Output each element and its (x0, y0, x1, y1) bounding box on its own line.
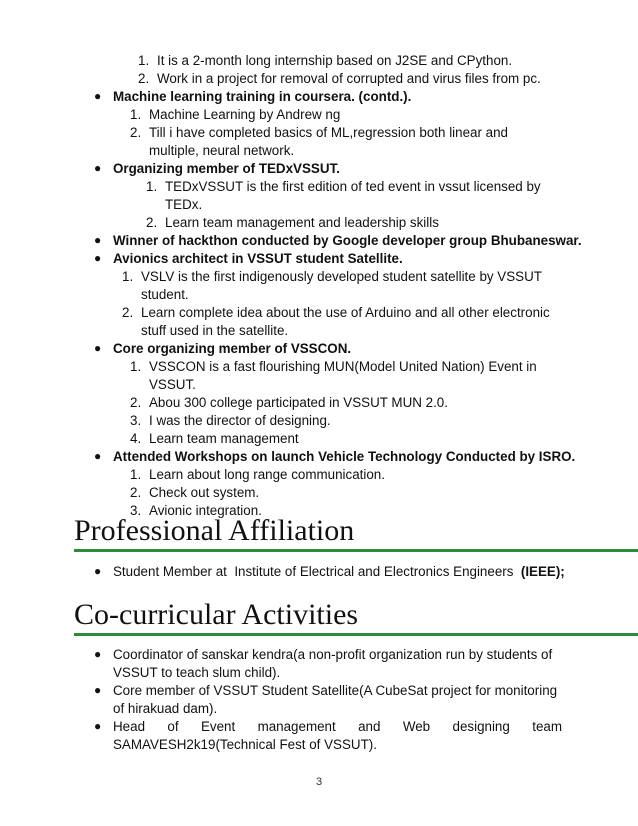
bullet-icon: ● (94, 647, 102, 661)
list-item-text: VSLV is the first indigenously developed student satellite by VSSUT (141, 269, 542, 284)
list-number: 1. (146, 179, 158, 194)
bullet-icon: ● (94, 233, 102, 247)
list-item-text: Learn about long range communication. (149, 467, 385, 482)
cocurricular-item-3-line-1 (113, 718, 562, 735)
list-item-text: I was the director of designing. (149, 413, 331, 428)
bullet-icon: ● (94, 449, 102, 463)
list-number: 4. (130, 431, 142, 446)
list-item-continuation: multiple, neural network. (149, 143, 295, 158)
justified-word: team (532, 719, 562, 734)
list-number: 3. (130, 503, 142, 518)
list-number: 2. (122, 305, 134, 320)
list-item-text: Avionic integration. (149, 503, 262, 518)
justified-word: designing (452, 719, 510, 734)
list-item-text: Check out system. (149, 485, 260, 500)
justified-word: and (358, 719, 381, 734)
list-number: 1. (138, 53, 150, 68)
page-number: 3 (315, 776, 323, 788)
list-number: 2. (130, 395, 142, 410)
list-item-continuation: student. (141, 287, 189, 302)
cocurricular-item-1-line-2: VSSUT to teach slum child). (113, 665, 281, 680)
bullet-icon: ● (94, 683, 102, 697)
affiliation-text: Student Member at Institute of Electrical and Electronics Engineers (113, 564, 521, 579)
list-item-continuation: TEDx. (165, 197, 203, 212)
activity-heading: Avionics architect in VSSUT student Satellite. (113, 251, 403, 266)
list-item-text: Till i have completed basics of ML,regression both linear and (149, 125, 509, 140)
list-item-text: Learn team management and leadership skills (165, 215, 439, 230)
section-heading-professional-affiliation: Professional Affiliation (74, 514, 355, 547)
list-number: 2. (130, 485, 142, 500)
list-item-text: It is a 2-month long internship based on J2SE and CPython. (157, 53, 513, 68)
list-item-continuation: VSSUT. (149, 377, 196, 392)
cocurricular-item-1-line-1: Coordinator of sanskar kendra(a non-profit organization run by students of (113, 647, 553, 662)
bullet-icon: ● (94, 251, 102, 265)
activity-heading: Core organizing member of VSSCON. (113, 341, 352, 356)
list-number: 2. (138, 71, 150, 86)
bullet-icon: ● (94, 89, 102, 103)
cocurricular-item-3-line-2: SAMAVESH2k19(Technical Fest of VSSUT). (113, 737, 377, 752)
affiliation-item (113, 563, 565, 580)
justified-word: Web (402, 719, 431, 734)
activity-heading: Organizing member of TEDxVSSUT. (113, 161, 340, 176)
list-number: 1. (122, 269, 134, 284)
bullet-icon: ● (94, 161, 102, 175)
justified-word: Event (200, 719, 236, 734)
section-heading-co-curricular: Co-curricular Activities (74, 598, 359, 631)
list-number: 1. (130, 107, 142, 122)
justified-word: Head (113, 719, 146, 734)
justified-word: of (167, 719, 179, 734)
list-item-text: VSSCON is a fast flourishing MUN(Model United Nation) Event in (149, 359, 537, 374)
bullet-icon: ● (94, 719, 102, 733)
justified-word: management (257, 719, 336, 734)
list-number: 1. (130, 467, 142, 482)
list-item-text: Abou 300 college participated in VSSUT MUN 2.0. (149, 395, 448, 410)
activity-heading: Machine learning training in coursera. (contd.). (113, 89, 412, 104)
activity-heading: Winner of hackthon conducted by Google developer group Bhubaneswar. (113, 233, 582, 248)
activity-heading: Attended Workshops on launch Vehicle Technology Conducted by ISRO. (113, 449, 576, 464)
bullet-icon: ● (94, 564, 102, 578)
list-item-text: Learn team management (149, 431, 299, 446)
list-item-text: Machine Learning by Andrew ng (149, 107, 341, 122)
cocurricular-item-2-line-2: of hirakuad dam). (113, 701, 218, 716)
list-item-text: TEDxVSSUT is the first edition of ted event in vssut licensed by (165, 179, 541, 194)
list-number: 2. (130, 125, 142, 140)
list-number: 3. (130, 413, 142, 428)
affiliation-org-abbrev: (IEEE); (520, 564, 565, 579)
list-item-continuation: stuff used in the satellite. (141, 323, 289, 338)
list-item-text: Learn complete idea about the use of Arduino and all other electronic (141, 305, 550, 320)
list-number: 2. (146, 215, 158, 230)
list-number: 1. (130, 359, 142, 374)
list-item-text: Work in a project for removal of corrupted and virus files from pc. (157, 71, 541, 86)
cocurricular-item-2-line-1: Core member of VSSUT Student Satellite(A CubeSat project for monitoring (113, 683, 558, 698)
section-rule (74, 633, 638, 636)
section-rule (74, 549, 638, 552)
bullet-icon: ● (94, 341, 102, 355)
